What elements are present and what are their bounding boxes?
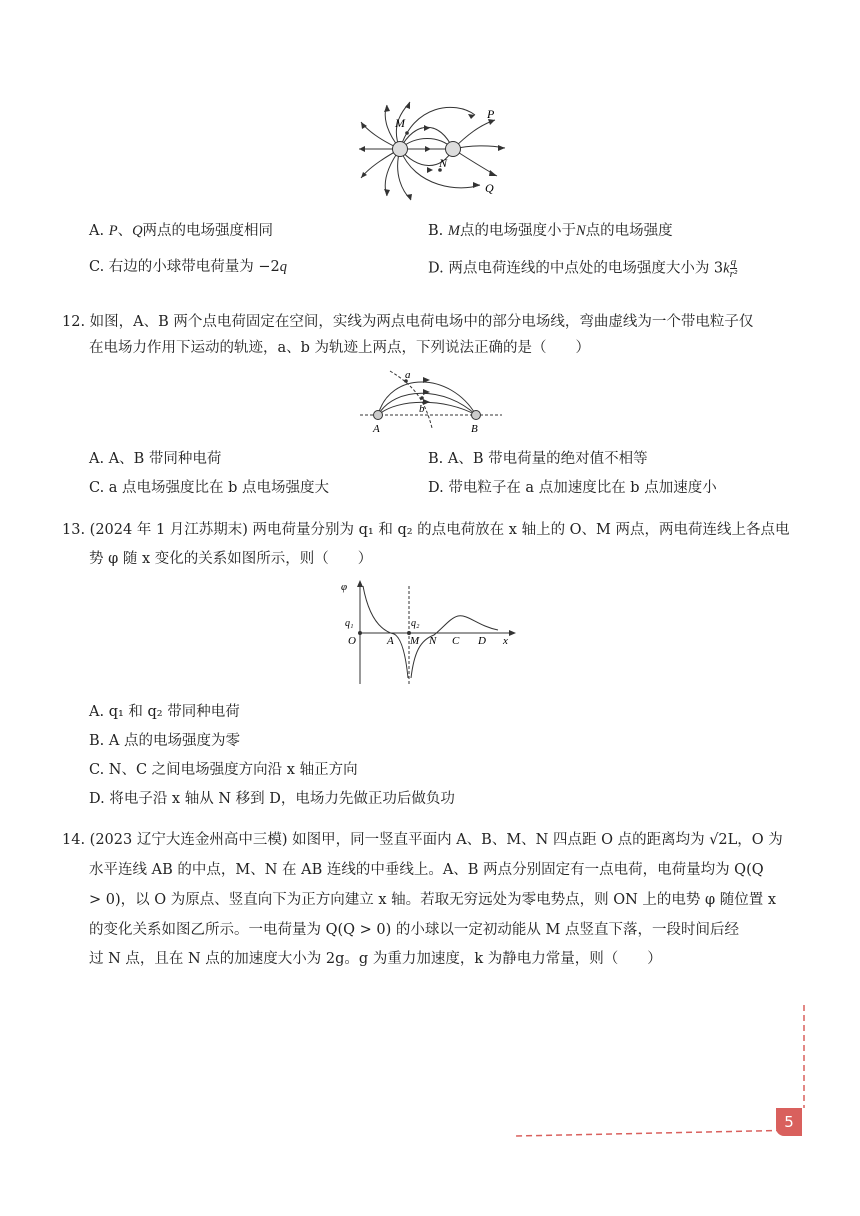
q14-line5: 过 N 点，且在 N 点的加速度大小为 2g。g 为重力加速度，k 为静电力常量，则（ ） xyxy=(89,951,662,967)
q12-label-b-small: b xyxy=(419,403,425,415)
q13-label-q2: q₂ xyxy=(411,618,420,629)
q13-stem-line1: 13. (2024 年 1 月江苏期末) 两电荷量分别为 q₁ 和 q₂ 的点电荷放在 x 轴上的 O、M 两点，两电荷连线上各点电 xyxy=(62,522,790,538)
q14-line1: 14. (2023 辽宁大连金州高中三模) 如图甲，同一竖直平面内 A、B、M、N 四点距 O 点的距离均为 √2L，O 为 xyxy=(62,832,783,848)
q11-label-m: M xyxy=(395,116,405,130)
q13-label-n: N xyxy=(429,635,437,647)
q11-field-lines-figure xyxy=(355,100,515,202)
q13-label-c: C xyxy=(452,635,460,647)
q11-option-d: D. 两点电荷连线的中点处的电场强度大小为 3k $\frac{q}{\text{r²}}$ xyxy=(428,256,738,280)
footer-dashed-border xyxy=(512,1000,812,1140)
q13-label-d: D xyxy=(478,635,486,647)
q13-label-phi: φ xyxy=(341,581,348,593)
q13-label-o: O xyxy=(348,635,356,647)
q13-stem-line2: 势 φ 随 x 变化的关系如图所示，则（ ） xyxy=(89,551,373,567)
fraction: $\frac{q}{\text{r²}}$ xyxy=(729,256,738,280)
q13-option-d: D. 将电子沿 x 轴从 N 移到 D，电场力先做正功后做负功 xyxy=(89,791,455,807)
q12-stem-line2: 在电场力作用下运动的轨迹，a、b 为轨迹上两点，下列说法正确的是（ ） xyxy=(89,340,591,356)
q12-option-a: A. A、B 带同种电荷 xyxy=(89,451,222,467)
q13-option-b: B. A 点的电场强度为零 xyxy=(89,733,240,749)
q11-option-c: C. 右边的小球带电荷量为 −2q xyxy=(89,259,288,275)
q13-label-a: A xyxy=(387,635,394,647)
q14-line3: > 0)，以 O 为原点、竖直向下为正方向建立 x 轴。若取无穷远处为零电势点，则 ON 上的电势 φ 随位置 x xyxy=(89,892,777,908)
q11-label-p: P xyxy=(487,107,495,121)
q13-label-x: x xyxy=(503,635,508,647)
q13-option-c: C. N、C 之间电场强度方向沿 x 轴正方向 xyxy=(89,762,358,778)
q12-label-a: A xyxy=(373,423,380,435)
q14-line2: 水平连线 AB 的中点，M、N 在 AB 连线的中垂线上。A、B 两点分别固定有一点电荷，电荷量均为 Q(Q xyxy=(89,862,764,878)
q13-label-m: M xyxy=(410,635,420,647)
q13-potential-graph xyxy=(338,578,518,688)
q11-label-n: N xyxy=(439,156,448,170)
q12-option-b: B. A、B 带电荷量的绝对值不相等 xyxy=(428,451,648,467)
page-number-badge: 5 xyxy=(776,1108,802,1136)
q12-stem-line1: 12. 如图，A、B 两个点电荷固定在空间，实线为两点电荷电场中的部分电场线，弯曲虚线为一个带电粒子仅 xyxy=(62,314,754,330)
q11-option-b: B. M点的电场强度小于N点的电场强度 xyxy=(428,223,673,239)
q12-label-a-small: a xyxy=(405,369,411,381)
q12-option-d: D. 带电粒子在 a 点加速度比在 b 点加速度小 xyxy=(428,480,717,496)
q12-field-figure xyxy=(360,366,502,436)
q14-line4: 的变化关系如图乙所示。一电荷量为 Q(Q > 0) 的小球以一定初动能从 M 点竖直下落，一段时间后经 xyxy=(89,922,739,938)
q13-label-q1: q₁ xyxy=(345,618,354,629)
q12-label-b: B xyxy=(471,423,478,435)
q11-option-a: A. P、Q两点的电场强度相同 xyxy=(89,223,274,239)
q13-option-a: A. q₁ 和 q₂ 带同种电荷 xyxy=(89,704,240,720)
q11-label-q: Q xyxy=(485,181,494,195)
q12-option-c: C. a 点电场强度比在 b 点电场强度大 xyxy=(89,480,330,496)
